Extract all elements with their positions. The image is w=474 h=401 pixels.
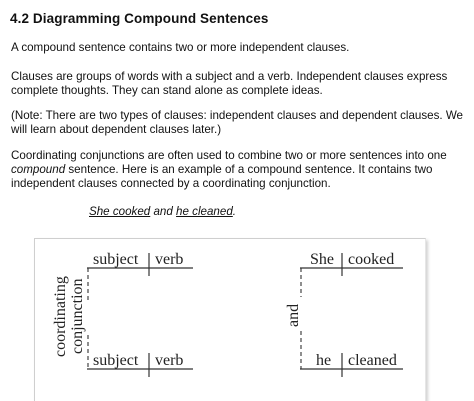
generic-top-verb: verb — [155, 251, 184, 268]
example-clause-1: She cooked — [89, 205, 151, 218]
generic-bottom-subject: subject — [93, 352, 139, 369]
paragraph-conjunctions — [11, 149, 471, 191]
paragraph-conjunctions-line-1: Coordinating conjunctions are often used to combine two or more sentences into one — [11, 149, 447, 162]
paragraph-note-line-1: (Note: There are two types of clauses: independent clauses and dependent clauses. We — [11, 109, 464, 122]
generic-bottom-verb: verb — [155, 352, 184, 369]
section-heading: 4.2 Diagramming Compound Sentences — [10, 11, 269, 26]
paragraph-definition-text: A compound sentence contains two or more independent clauses. — [11, 41, 350, 54]
paragraph-conjunctions-line-2: sentence. Here is an example of a compound sentence. It contains two — [65, 163, 433, 176]
paragraph-conjunctions-italic-word: compound — [11, 163, 66, 176]
generic-conjunction-line-2: conjunction — [69, 278, 86, 354]
paragraph-definition — [11, 41, 471, 55]
example-sentence — [89, 205, 236, 218]
generic-top-subject: subject — [93, 251, 139, 268]
diagram-figure — [34, 238, 426, 401]
paragraph-conjunctions-line-3: independent clauses connected by a coordinating conjunction. — [11, 177, 331, 190]
paragraph-clauses — [11, 70, 471, 98]
paragraph-clauses-line-1: Clauses are groups of words with a subject and a verb. Independent clauses express — [11, 70, 448, 83]
example-bottom-subject: he — [316, 352, 332, 369]
generic-conjunction-line-1: coordinating — [52, 276, 69, 357]
example-top-subject: She — [310, 251, 334, 268]
diagram-svg — [35, 239, 425, 401]
example-diagram — [285, 251, 403, 377]
example-clause-2: he cleaned — [176, 205, 233, 218]
example-bottom-verb: cleaned — [348, 352, 397, 369]
paragraph-clauses-line-2: complete thoughts. They can stand alone as complete ideas. — [11, 84, 323, 97]
generic-diagram — [52, 251, 193, 377]
paragraph-note — [11, 109, 471, 137]
example-end: . — [232, 205, 237, 218]
paragraph-note-line-2: will learn about dependent clauses later.) — [11, 123, 222, 136]
example-top-verb: cooked — [348, 251, 395, 268]
example-conjunction: and — [285, 303, 302, 327]
example-joiner: and — [150, 205, 177, 218]
